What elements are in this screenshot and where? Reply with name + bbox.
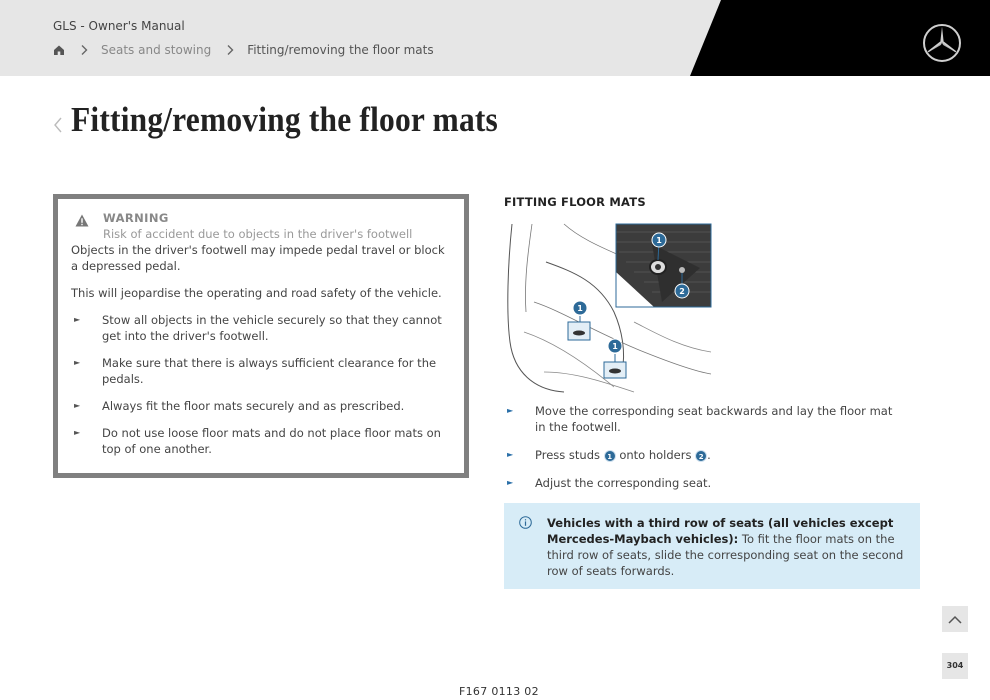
- info-bold-text: Vehicles with a third row of seats (all vehicles except Mercedes-Maybach vehicles):: [547, 516, 894, 546]
- home-icon[interactable]: [53, 44, 65, 56]
- svg-text:2: 2: [679, 287, 685, 296]
- svg-text:1: 1: [612, 342, 618, 351]
- list-item-text: Always fit the floor mats securely and as prescribed.: [102, 399, 405, 413]
- list-item-text: Make sure that there is always sufficient clearance for the pedals.: [102, 356, 437, 386]
- step-text: Adjust the corresponding seat.: [535, 476, 712, 490]
- chevron-right-icon: [225, 44, 235, 56]
- chevron-left-icon[interactable]: [52, 116, 64, 134]
- step-text: Move the corresponding seat backwards and lay the floor mat in the footwell.: [535, 404, 893, 434]
- svg-text:1: 1: [656, 236, 662, 245]
- warning-box: [53, 194, 469, 478]
- warning-header: [71, 211, 450, 242]
- warning-paragraph: This will jeopardise the operating and road safety of the vehicle.: [71, 286, 442, 300]
- warning-heading-group: [103, 211, 412, 242]
- list-item: [71, 425, 450, 457]
- step-text-part: Press studs: [535, 448, 601, 462]
- warning-title: WARNING: [103, 211, 169, 225]
- bullet-arrow-icon: ►: [507, 406, 514, 415]
- warning-triangle-icon: [75, 214, 89, 227]
- page-number[interactable]: 304: [942, 653, 968, 679]
- bullet-arrow-icon: ►: [74, 358, 81, 367]
- bullet-arrow-icon: ►: [74, 401, 81, 410]
- info-body-text: To fit the floor mats on the third row of seats, slide the corresponding seat on the second row of seats forwards.: [547, 532, 904, 578]
- list-item-text: Do not use loose floor mats and do not place floor mats on top of one another.: [102, 426, 441, 456]
- figure-callout: [573, 301, 587, 315]
- bullet-arrow-icon: ►: [507, 478, 514, 487]
- footer-code: F167 0113 02: [459, 685, 539, 698]
- breadcrumb-current: Fitting/removing the floor mats: [247, 43, 434, 57]
- list-item: [504, 403, 904, 435]
- callout-badge: 1: [604, 450, 616, 462]
- list-item: [71, 312, 450, 344]
- bullet-arrow-icon: ►: [507, 450, 514, 459]
- breadcrumb: [53, 42, 434, 58]
- instruction-steps: [504, 403, 904, 503]
- figure-callout: [652, 233, 666, 247]
- warning-paragraph: Objects in the driver's footwell may impede pedal travel or block a depressed pedal.: [71, 243, 445, 273]
- info-note: [504, 503, 920, 589]
- callout-badge: 2: [695, 450, 707, 462]
- manual-title[interactable]: GLS - Owner's Manual: [53, 19, 185, 33]
- bullet-arrow-icon: ►: [74, 315, 81, 324]
- svg-text:1: 1: [577, 304, 583, 313]
- warning-list: [71, 312, 450, 457]
- mercedes-star-logo[interactable]: [922, 23, 962, 63]
- chevron-up-icon: [948, 615, 962, 624]
- list-item-text: Stow all objects in the vehicle securely so that they cannot get into the driver's footwell.: [102, 313, 442, 343]
- list-item: [504, 475, 904, 491]
- section-title: FITTING FLOOR MATS: [504, 195, 646, 209]
- figure-callout: [675, 284, 689, 298]
- info-text: [547, 515, 904, 589]
- bullet-arrow-icon: ►: [74, 428, 81, 437]
- step-text-part: onto holders: [619, 448, 692, 462]
- list-item: [504, 447, 904, 463]
- list-item: [71, 355, 450, 387]
- page-title: Fitting/removing the floor mats: [71, 100, 498, 139]
- list-item: [71, 398, 450, 414]
- breadcrumb-section-link[interactable]: Seats and stowing: [101, 43, 212, 57]
- figure-callout: [608, 339, 622, 353]
- info-icon: [519, 516, 532, 529]
- step-text: [535, 447, 711, 463]
- scroll-to-top-button[interactable]: [942, 606, 968, 632]
- floor-mat-illustration[interactable]: [504, 222, 712, 394]
- chevron-right-icon: [79, 44, 89, 56]
- warning-subtitle: Risk of accident due to objects in the driver's footwell: [103, 227, 413, 241]
- step-text-part: .: [707, 448, 711, 462]
